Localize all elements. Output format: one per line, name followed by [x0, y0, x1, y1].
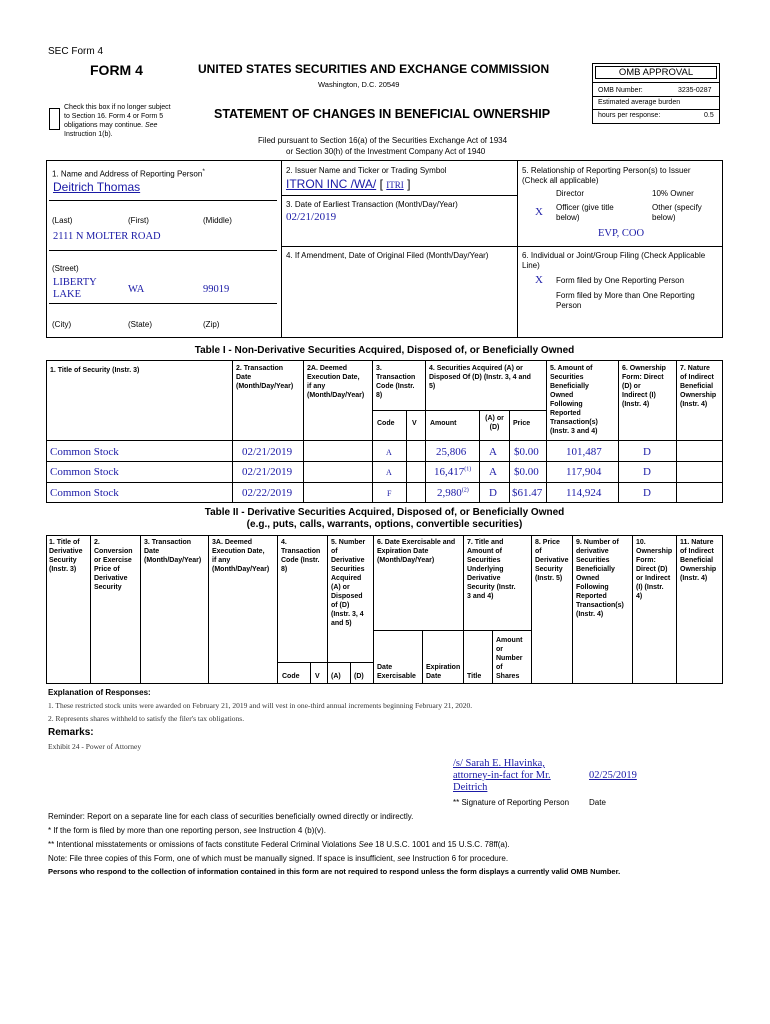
- last-label: (Last): [52, 216, 73, 225]
- t1-col-owned: 5. Amount of Securities Beneficially Owned Following Reported Transaction(s) (Instr. 3 and 4): [550, 365, 598, 435]
- box3-label: 3. Date of Earliest Transaction (Month/Day/Year): [286, 200, 458, 209]
- footnote-2: 2. Represents shares withheld to satisfy the filer's tax obligations.: [48, 714, 245, 723]
- box2-label: 2. Issuer Name and Ticker or Trading Symbol: [286, 166, 447, 175]
- t1-sub-price: Price: [513, 420, 531, 427]
- ten-percent-owner-label: 10% Owner: [652, 189, 694, 198]
- statement-title: STATEMENT OF CHANGES IN BENEFICIAL OWNERSHIP: [214, 107, 551, 121]
- zip-label: (Zip): [203, 320, 220, 329]
- t2-col-price: 8. Price of Derivative Security (Instr. 5): [535, 539, 569, 582]
- t2-sub-a: (A): [331, 673, 341, 680]
- row2-code: A: [386, 468, 392, 477]
- more-persons-label: Form filed by More than One Reporting Person: [556, 291, 695, 310]
- table2-title: Table II - Derivative Securities Acquired, Disposed of, or Beneficially Owned (e.g., puts, calls, warrants, options, convertible securities): [204, 507, 565, 530]
- t2-col-conversion: 2. Conversion or Exercise Price of Derivative Security: [94, 539, 133, 591]
- signature-label: ** Signature of Reporting Person: [453, 798, 570, 807]
- omb-number: 3235-0287: [678, 87, 712, 94]
- row2-amount: 16,417$^{(1)}$: [434, 466, 472, 478]
- row1-price: $0.00: [514, 446, 539, 458]
- director-label: Director: [556, 189, 585, 198]
- t2-sub-v: V: [315, 673, 320, 680]
- t2-col-code: 4. Transaction Code (Instr. 8): [281, 539, 321, 573]
- row3-ad: D: [489, 487, 497, 499]
- first-label: (First): [128, 216, 149, 225]
- officer-mark[interactable]: X: [535, 206, 543, 218]
- row2-price: $0.00: [514, 466, 539, 478]
- double-star-note: ** Intentional misstatements or omissions of facts constitute Federal Criminal Violations See 18 U.S.C. 1001 and 15 U.S.C. 78ff(a).: [48, 840, 510, 849]
- t1-col-deemed: 2A. Deemed Execution Date, if any (Month/Day/Year): [307, 365, 365, 399]
- checkbox-instructions: Check this box if no longer subject to Section 16. Form 4 or Form 5 obligations may continue. See Instruction 1(b).: [64, 104, 171, 138]
- row2-form: D: [643, 466, 651, 478]
- table1-title: Table I - Non-Derivative Securities Acquired, Disposed of, or Beneficially Owned: [194, 345, 575, 356]
- omb-hours-label: hours per response:: [598, 112, 661, 119]
- filed-pursuant-2: or Section 30(h) of the Investment Company Act of 1940: [286, 147, 486, 156]
- row3-form: D: [643, 487, 651, 499]
- reporting-person-name[interactable]: Deitrich Thomas: [53, 180, 141, 194]
- t1-sub-amount: Amount: [430, 420, 457, 427]
- row1-security: Common Stock: [50, 446, 119, 458]
- row3-owned: 114,924: [566, 487, 602, 499]
- street-label: (Street): [52, 264, 79, 273]
- city-label: (City): [52, 320, 72, 329]
- three-copies-note: Note: File three copies of this Form, one of which must be manually signed. If space is insufficient, see Instruction 6 for procedure.: [48, 854, 509, 863]
- t2-col-owned: 9. Number of derivative Securities Beneficially Owned Following Reported Transaction(s) (Instr. 4): [576, 539, 624, 618]
- other-label: Other (specify below): [652, 203, 702, 222]
- t2-col-date: 3. Transaction Date (Month/Day/Year): [144, 539, 202, 564]
- row1-form: D: [643, 446, 651, 458]
- t2-sub-date-exercisable: Date Exercisable: [377, 664, 416, 680]
- omb-burden-label: Estimated average burden: [598, 99, 681, 106]
- form-title: FORM 4: [90, 62, 143, 78]
- filed-pursuant-1: Filed pursuant to Section 16(a) of the Securities Exchange Act of 1934: [258, 136, 508, 145]
- t2-col-nature: 11. Nature of Indirect Beneficial Ownership (Instr. 4): [680, 539, 717, 582]
- one-person-mark[interactable]: X: [535, 274, 543, 286]
- issuer-name[interactable]: ITRON INC /WA/ [ ITRI ]: [286, 177, 411, 191]
- commission-city: Washington, D.C. 20549: [318, 80, 400, 89]
- t1-col-code: 3. Transaction Code (Instr. 8): [376, 365, 416, 399]
- box1-label: 1. Name and Address of Reporting Person*: [52, 168, 205, 179]
- row3-date: 02/22/2019: [242, 487, 293, 499]
- box4-label: 4. If Amendment, Date of Original Filed (Month/Day/Year): [286, 251, 489, 260]
- signature-date-label: Date: [589, 798, 606, 807]
- t2-sub-amount: Amount or Number of Shares: [496, 637, 523, 680]
- row3-code: F: [387, 489, 392, 498]
- reminder-text: Reminder: Report on a separate line for each class of securities beneficially owned directly or indirectly.: [48, 812, 414, 821]
- row2-owned: 117,904: [566, 466, 602, 478]
- signature-link[interactable]: /s/ Sarah E. Hlavinka, attorney-in-fact for Mr. Deitrich: [453, 758, 551, 793]
- street-address: 2111 N MOLTER ROAD: [53, 231, 161, 242]
- state-label: (State): [128, 320, 153, 329]
- row1-owned: 101,487: [566, 446, 602, 458]
- t2-col-deemed: 3A. Deemed Execution Date, if any (Month/Day/Year): [212, 539, 270, 573]
- earliest-transaction-date: 02/21/2019: [286, 211, 337, 223]
- row3-security: Common Stock: [50, 487, 119, 499]
- remarks-title: Remarks:: [48, 727, 94, 738]
- row1-amount: 25,806: [436, 446, 467, 458]
- t2-col-exercisable: 6. Date Exercisable and Expiration Date (Month/Day/Year): [377, 539, 456, 564]
- t2-sub-expiration: Expiration Date: [426, 664, 461, 680]
- row2-date: 02/21/2019: [242, 466, 293, 478]
- middle-label: (Middle): [203, 216, 232, 225]
- footnote-1: 1. These restricted stock units were awarded on February 21, 2019 and will vest in one-third annual increments beginning February 21, 2020.: [48, 701, 473, 710]
- sec-form-label: SEC Form 4: [48, 46, 104, 57]
- t2-sub-d: (D): [354, 673, 364, 680]
- row1-date: 02/21/2019: [242, 446, 293, 458]
- signature-date: 02/25/2019: [589, 770, 637, 781]
- t1-sub-v: V: [412, 420, 417, 427]
- row2-ad: A: [489, 466, 497, 478]
- row3-price: $61.47: [512, 487, 543, 499]
- box5-label: 5. Relationship of Reporting Person(s) to Issuer (Check all applicable): [522, 166, 691, 185]
- omb-hours: 0.5: [704, 112, 714, 119]
- commission-title: UNITED STATES SECURITIES AND EXCHANGE COMMISSION: [198, 62, 550, 76]
- t1-col-title: 1. Title of Security (Instr. 3): [50, 367, 140, 374]
- city-value: LIBERTY LAKE: [53, 277, 97, 300]
- omb-number-label: OMB Number:: [598, 87, 643, 94]
- t2-col-title: 1. Title of Derivative Security (Instr. 3): [49, 539, 83, 573]
- t2-sub-title: Title: [467, 673, 482, 680]
- t1-col-acquired: 4. Securities Acquired (A) or Disposed Of (D) (Instr. 3, 4 and 5): [429, 365, 531, 390]
- row3-amount: 2,980$^{(2)}$: [437, 487, 469, 499]
- t1-col-date: 2. Transaction Date (Month/Day/Year): [236, 365, 294, 390]
- no-longer-subject-checkbox[interactable]: [49, 108, 60, 130]
- t2-col-form: 10. Ownership Form: Direct (D) or Indirect (I) (Instr. 4): [636, 539, 673, 600]
- t2-sub-code: Code: [282, 673, 300, 680]
- row1-code: A: [386, 448, 392, 457]
- t1-col-nature: 7. Nature of Indirect Beneficial Ownership (Instr. 4): [680, 365, 717, 408]
- star-note: * If the form is filed by more than one reporting person, see Instruction 4 (b)(v).: [48, 826, 326, 835]
- t2-col-number: 5. Number of Derivative Securities Acquired (A) or Disposed of (D) (Instr. 3, 4 and 5): [331, 539, 366, 627]
- box6-label: 6. Individual or Joint/Group Filing (Check Applicable Line): [522, 251, 706, 270]
- t1-col-form: 6. Ownership Form: Direct (D) or Indirect (I) (Instr. 4): [622, 365, 666, 408]
- officer-label: Officer (give title below): [556, 203, 614, 222]
- remarks-text: Exhibit 24 - Power of Attorney: [48, 742, 142, 751]
- state-value: WA: [128, 284, 145, 295]
- t1-sub-ad: (A) or (D): [485, 415, 504, 431]
- row1-ad: A: [489, 446, 497, 458]
- t1-sub-code: Code: [377, 420, 395, 427]
- explanation-title: Explanation of Responses:: [48, 688, 151, 697]
- omb-title: OMB APPROVAL: [618, 67, 694, 78]
- officer-title: EVP, COO: [598, 228, 645, 239]
- omb-notice: Persons who respond to the collection of information contained in this form are not required to respond unless the form displays a currently valid OMB Number.: [48, 867, 621, 876]
- row2-security: Common Stock: [50, 466, 119, 478]
- zip-value: 99019: [203, 284, 230, 295]
- t2-col-underlying: 7. Title and Amount of Securities Underlying Derivative Security (Instr. 3 and 4): [467, 539, 516, 600]
- one-person-label: Form filed by One Reporting Person: [556, 276, 685, 285]
